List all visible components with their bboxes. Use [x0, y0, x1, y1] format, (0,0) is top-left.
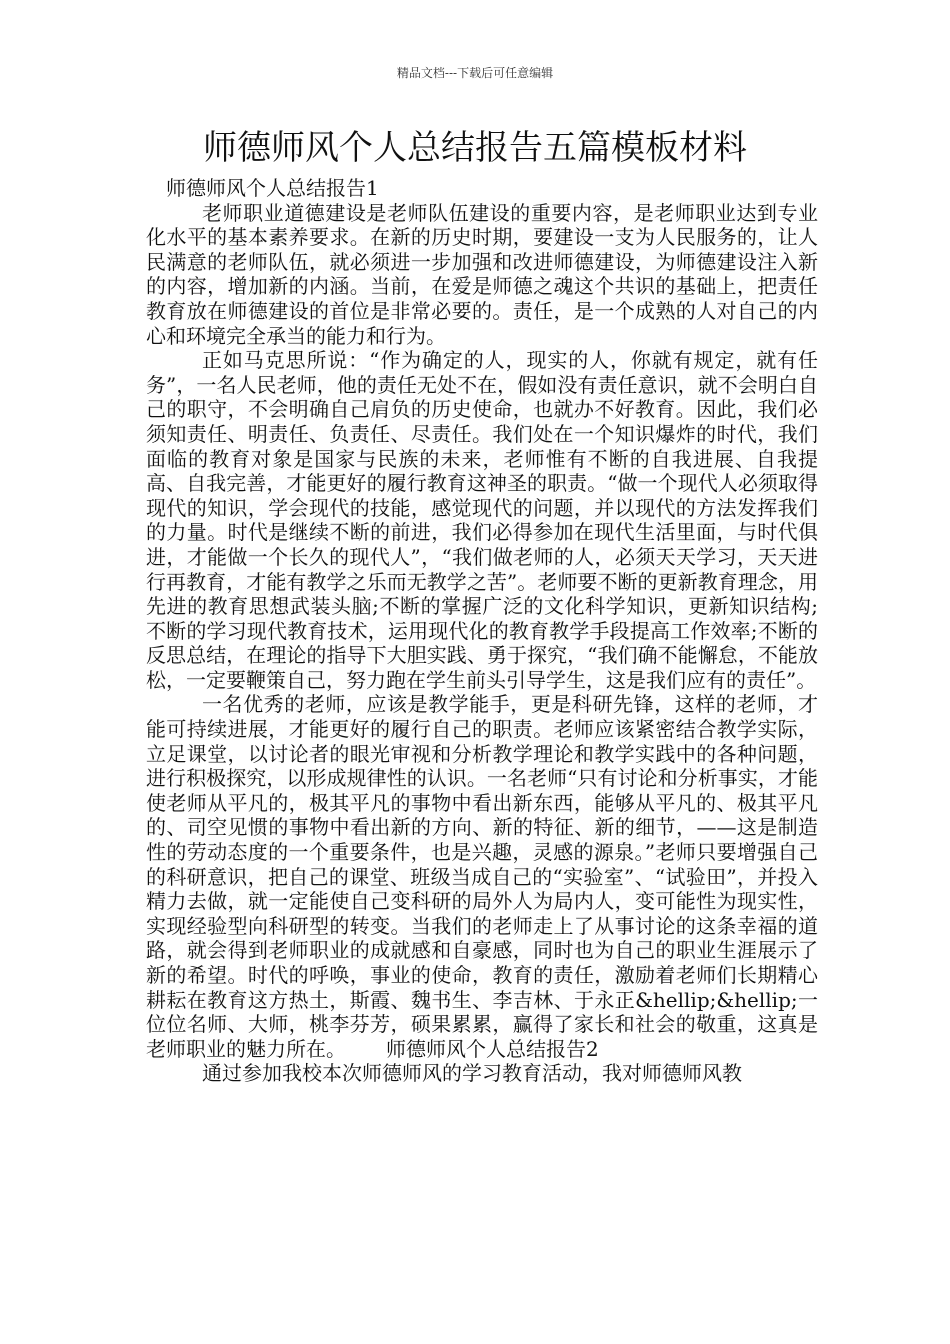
header-note: 精品文档---下载后可任意编辑 — [396, 66, 554, 80]
report-1-heading: 师德师风个人总结报告1 — [166, 176, 379, 200]
report-1-paragraph-3-text: 一名优秀的老师，应该是教学能手，更是科研先锋，这样的老师，才能可持续进展，才能更好的履行自己的职责。老师应该紧密结合教学实际，立足课堂，以讨论者的眼光审视和分析教学理论和教学实践中的各种问题，进行积极探究，以形成规律性的认识。一名老师“只有讨论和分析事实，才能使老师从平凡的，极其平凡的事物中看出新东西，能够从平凡的、极其平凡的、司空见惯的事物中看出新的方向、新的特征、新的细节，——这是制造性的劳动态度的一个重要条件，也是兴趣，灵感的源泉。”老师只要增强自己的科研意识，把自己的课堂、班级当成自己的“实验室”、“试验田”，并投入精力去做，就一定能使自己变科研的局外人为局内人，变可能性为现实性，实现经验型向科研型的转变。当我们的老师走上了从事讨论的这条幸福的道路，就会得到老师职业的成就感和自豪感，同时也为自己的职业生涯展示了新的希望。时代的呼唤，事业的使命，教育的责任，激励着老师们长期精心耕耘在教育这方热土，斯霞、魏书生、李吉林、于永正&hellip;&hellip;一位位名师、大师，桃李芬芳，硕果累累，赢得了家长和社会的敬重，这真是老师职业的魅力所在。 — [146, 692, 818, 1061]
document-title: 师德师风个人总结报告五篇模板材料 — [203, 128, 747, 168]
report-2-heading: 师德师风个人总结报告2 — [386, 1036, 599, 1061]
report-2-paragraph-1: 通过参加我校本次师德师风的学习教育活动，我对师德师风教 — [202, 1061, 742, 1086]
report-1-paragraph-2: 正如马克思所说：“作为确定的人，现实的人，你就有规定，就有任务”，一名人民老师，他的责任无处不在，假如没有责任意识，就不会明白自己的职守，不会明确自己肩负的历史使命，也就办不好教育。因此，我们必须知责任、明责任、负责任、尽责任。我们处在一个知识爆炸的时代，我们面临的教育对象是国家与民族的未来，老师惟有不断的自我进展、自我提高、自我完善，才能更好的履行教育这神圣的职责。“做一个现代人必须取得现代的知识，学会现代的技能，感觉现代的问题，并以现代的方法发挥我们的力量。时代是继续不断的前进，我们必得参加在现代生活里面，与时代俱进，才能做一个长久的现代人”，“我们做老师的人，必须天天学习，天天进行再教育，才能有教学之乐而无教学之苦”。老师要不断的更新教育理念，用先进的教育思想武装头脑;不断的掌握广泛的文化科学知识，更新知识结构;不断的学习现代教育技术，运用现代化的教育教学手段提高工作效率;不断的反思总结，在理论的指导下大胆实践、勇于探究，“我们确不能懈怠，不能放松，一定要鞭策自己，努力跑在学生前头引导学生，这是我们应有的责任”。 — [146, 348, 818, 692]
document-body — [146, 176, 818, 1086]
report-1-paragraph-3 — [146, 692, 818, 1061]
report-1-paragraph-1: 老师职业道德建设是老师队伍建设的重要内容，是老师职业达到专业化水平的基本素养要求。在新的历史时期，要建设一支为人民服务的，让人民满意的老师队伍，就必须进一步加强和改进师德建设，为师德建设注入新的内容，增加新的内涵。当前，在爱是师德之魂这个共识的基础上，把责任教育放在师德建设的首位是非常必要的。责任，是一个成熟的人对自己的内心和环境完全承当的能力和行为。 — [146, 200, 818, 348]
